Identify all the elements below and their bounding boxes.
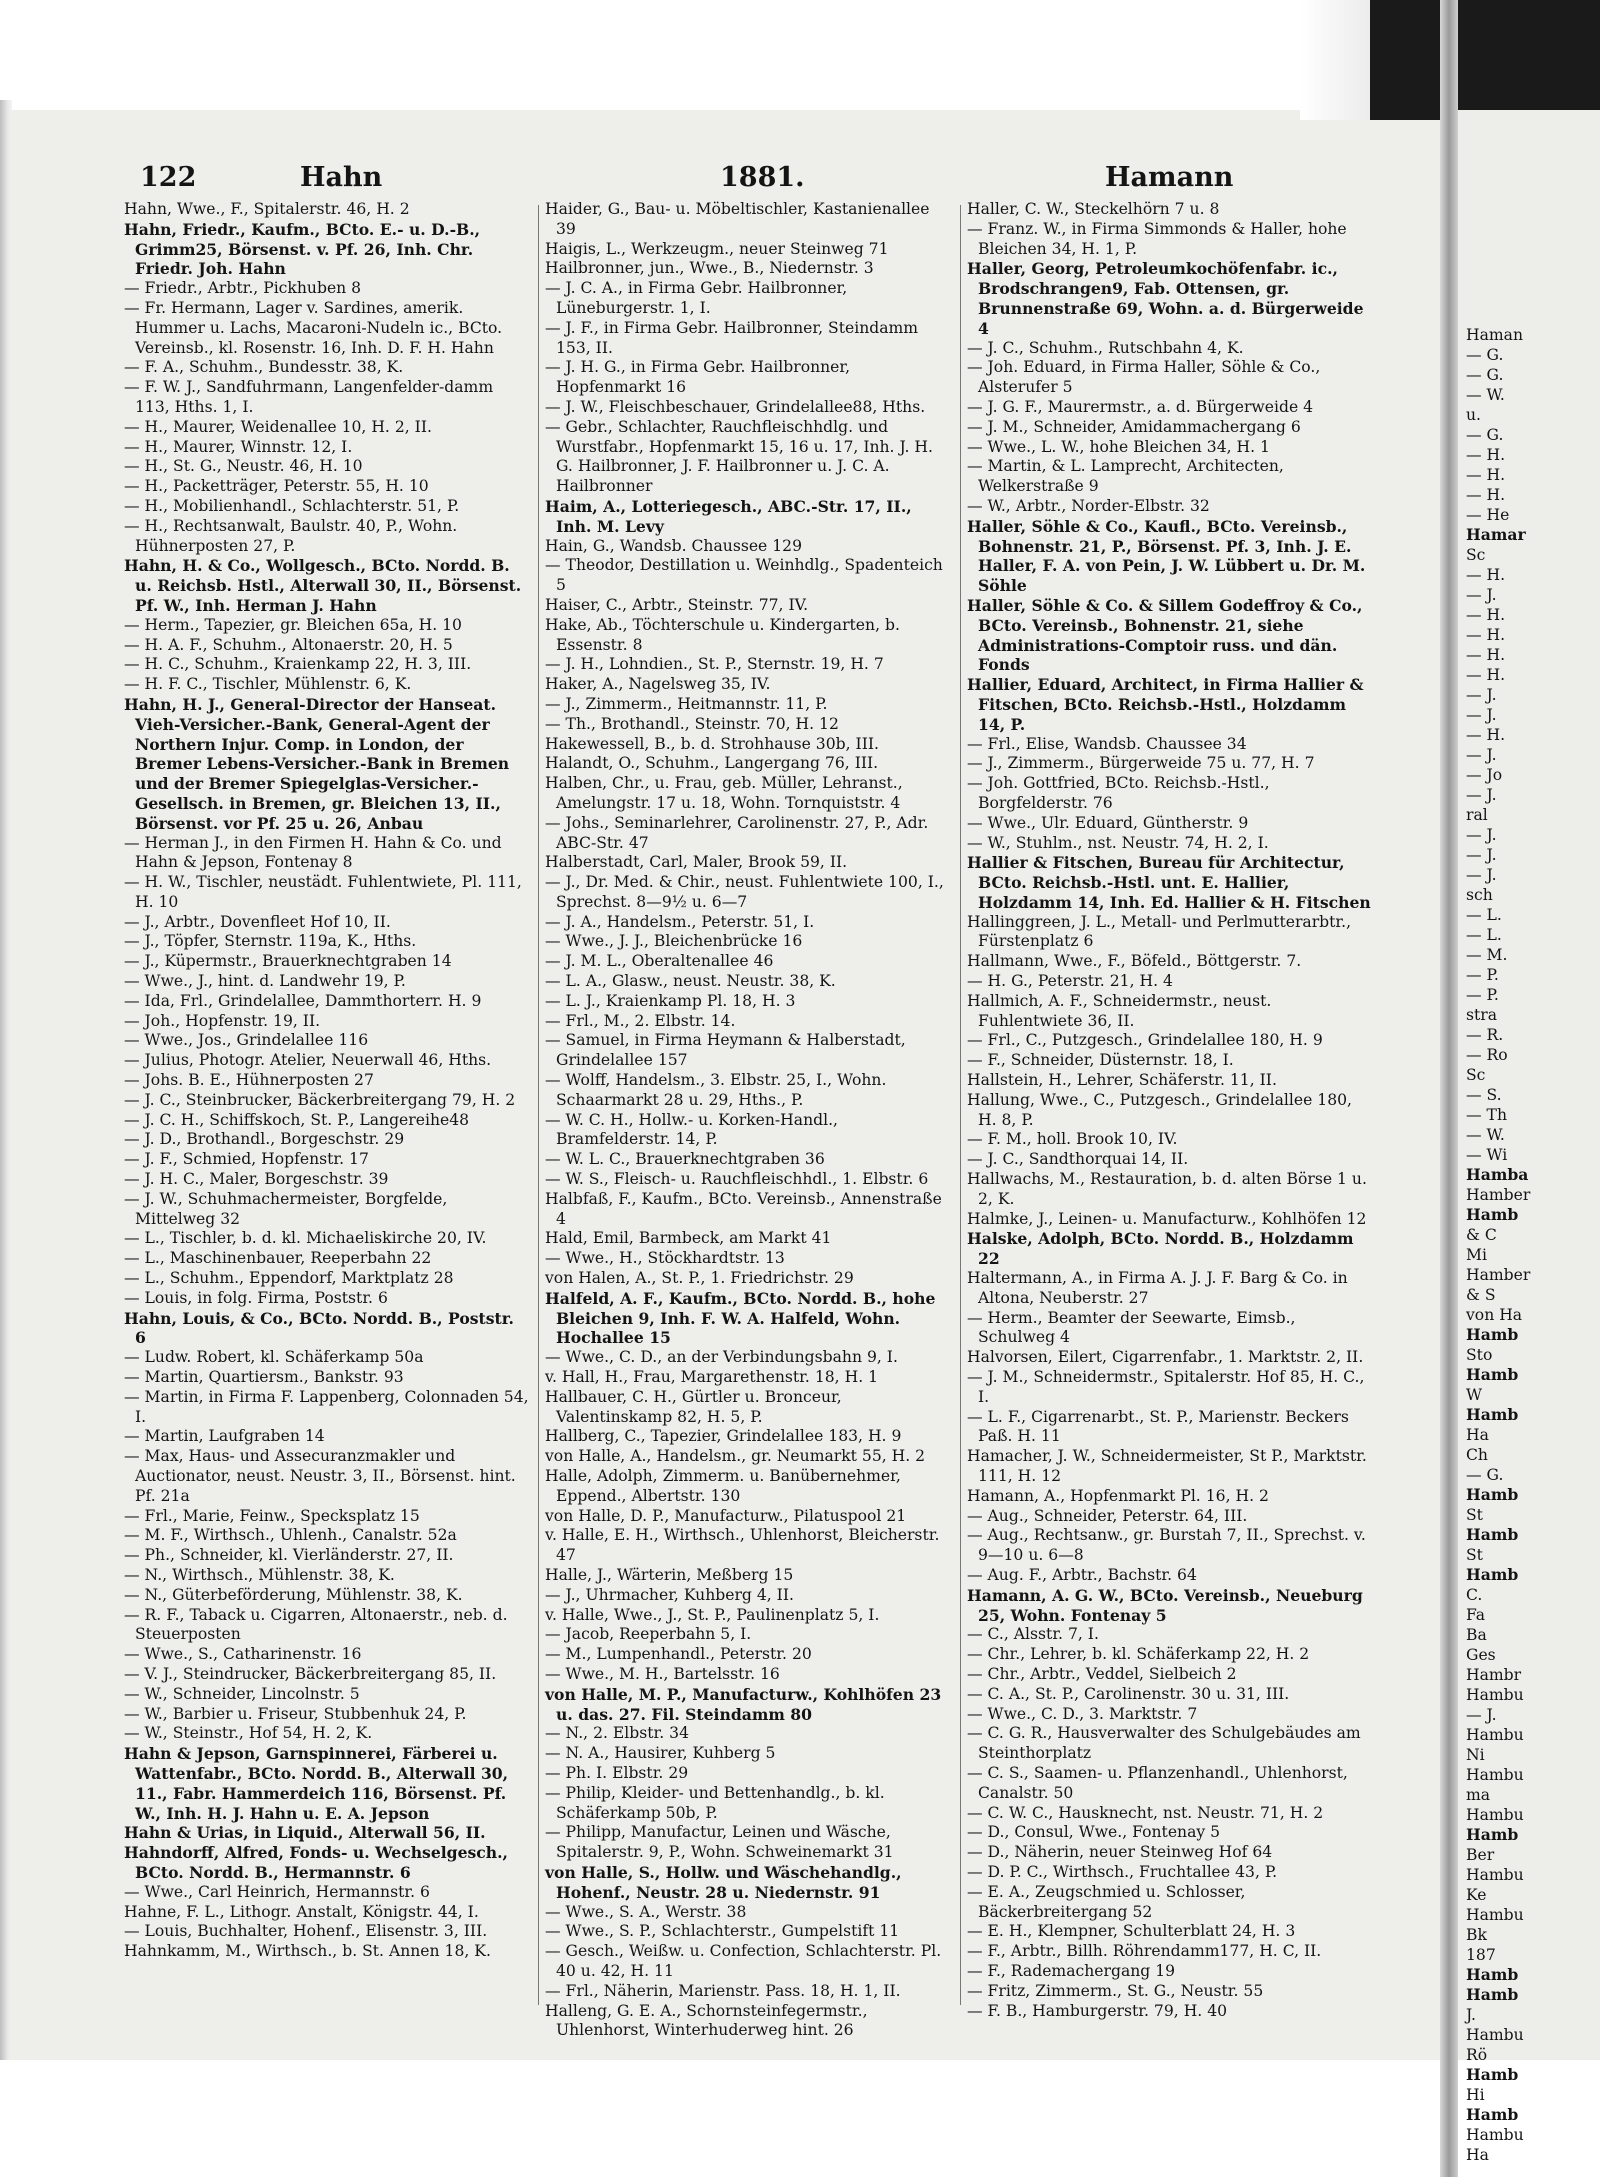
directory-entry: — Johs., Seminarlehrer, Carolinenstr. 27, P., Adr. ABC-Str. 47 (545, 813, 929, 852)
directory-entry: Hakewessell, B., b. d. Strohhause 30b, III. (545, 734, 879, 753)
next-page-line: Hambu (1466, 2026, 1524, 2044)
directory-entry: — W. C. H., Hollw.- u. Korken-Handl., Bramfelderstr. 14, P. (545, 1110, 839, 1149)
directory-entry: — H., Maurer, Winnstr. 12, I. (124, 437, 353, 456)
next-page-line: W (1466, 1386, 1483, 1404)
directory-entry: Hallung, Wwe., C., Putzgesch., Grindelallee 180, H. 8, P. (967, 1090, 1352, 1129)
next-page-line: — H. (1466, 566, 1506, 584)
directory-entry: — Franz. W., in Firma Simmonds & Haller, hohe Bleichen 34, H. 1, P. (967, 219, 1347, 258)
directory-entry: v. Halle, Wwe., J., St. P., Paulinenplatz 5, I. (545, 1605, 880, 1624)
next-page-line: Fa (1466, 1606, 1486, 1624)
directory-entry: — Fritz, Zimmerm., St. G., Neustr. 55 (967, 1981, 1264, 2000)
directory-entry: — Friedr., Arbtr., Pickhuben 8 (124, 279, 362, 298)
next-page-line: Ha (1466, 1426, 1489, 1444)
next-page-line: Hambu (1466, 1866, 1524, 1884)
directory-entry: — Louis, Buchhalter, Hohenf., Elisenstr. 3, III. (124, 1922, 488, 1941)
next-page-line: Hamb (1466, 1525, 1519, 1544)
directory-entry: — J. D., Brothandl., Borgeschstr. 29 (124, 1130, 405, 1149)
directory-entry: — Wwe., Jos., Grindelallee 116 (124, 1031, 369, 1050)
directory-entry: von Halle, A., Handelsm., gr. Neumarkt 55, H. 2 (545, 1447, 926, 1466)
directory-entry: — Martin, Laufgraben 14 (124, 1427, 325, 1446)
directory-entry: — J. C. H., Schiffskoch, St. P., Langereihe48 (124, 1110, 470, 1129)
directory-entry: — E. H., Klempner, Schulterblatt 24, H. 3 (967, 1922, 1296, 1941)
directory-entry: — Gesch., Weißw. u. Confection, Schlachterstr. Pl. 40 u. 42, H. 11 (545, 1942, 942, 1980)
directory-entry: — J. A., Handelsm., Peterstr. 51, I. (545, 912, 815, 931)
directory-entry: Hallbauer, C. H., Gürtler u. Bronceur, Valentinskamp 82, H. 5, P. (545, 1387, 842, 1426)
next-page-line: — Wi (1466, 1146, 1508, 1164)
next-page-fragment (1466, 325, 1606, 2165)
next-page-line: ma (1466, 1786, 1491, 1804)
directory-entry: — M. F., Wirthsch., Uhlenh., Canalstr. 52a (124, 1526, 457, 1545)
next-page-line: Hamb (1466, 1325, 1519, 1344)
directory-entry: Hain, G., Wandsb. Chaussee 129 (545, 536, 802, 555)
directory-entry: — N., 2. Elbstr. 34 (545, 1724, 690, 1743)
directory-entry: — Chr., Arbtr., Veddel, Sielbeich 2 (967, 1664, 1237, 1683)
next-page-line: Haman (1466, 326, 1524, 344)
directory-entry: — L. F., Cigarrenarbt., St. P., Marienstr. Beckers Paß. H. 11 (967, 1407, 1349, 1446)
next-page-line: — H. (1466, 466, 1506, 484)
directory-entry: — C. G. R., Hausverwalter des Schulgebäudes am Steinthorplatz (967, 1724, 1361, 1763)
directory-entry: — Martin, in Firma F. Lappenberg, Colonnaden 54, I. (124, 1387, 529, 1426)
page-number: 122 (140, 162, 197, 193)
directory-entry: Haller, Söhle & Co., Kaufl., BCto. Vereinsb., Bohnenstr. 21, P., Börsenst. Pf. 3, Inh. J. E. Haller, F. A. von Pein, J. W. Lübbert u. Dr. M. Söhle (967, 516, 1366, 596)
directory-entry: Hahn, H. & Co., Wollgesch., BCto. Nordd. B. u. Reichsb. Hstl., Alterwall 30, II., Börsenst. Pf. W., Inh. Herman J. Hahn (124, 556, 522, 615)
next-page-line: Hamb (1466, 1485, 1519, 1504)
directory-entry: Hake, Ab., Töchterschule u. Kindergarten, b. Essenstr. 8 (545, 615, 900, 654)
directory-entry: — J. C., Schuhm., Rutschbahn 4, K. (967, 338, 1244, 357)
directory-entry: — F. W. J., Sandfuhrmann, Langenfelder-damm 113, Hths. 1, I. (124, 378, 494, 416)
directory-entry: — W., Schneider, Lincolnstr. 5 (124, 1684, 360, 1703)
directory-entry: — Louis, in folg. Firma, Poststr. 6 (124, 1288, 388, 1307)
directory-entry: — Aug., Schneider, Peterstr. 64, III. (967, 1506, 1248, 1525)
directory-entry: — F., Schneider, Düsternstr. 18, I. (967, 1051, 1234, 1070)
directory-entry: — Frl., M., 2. Elbstr. 14. (545, 1011, 736, 1030)
next-page-line: — H. (1466, 646, 1506, 664)
next-page-line: Hambu (1466, 1686, 1524, 1704)
directory-entry: — Chr., Lehrer, b. kl. Schäferkamp 22, H. 2 (967, 1645, 1310, 1664)
next-page-line: Rö (1466, 2046, 1488, 2064)
directory-entry: Haller, Söhle & Co. & Sillem Godeffroy & Co., BCto. Vereinsb., Bohnenstr. 21, siehe Administrations-Comptoir russ. und dän. Fonds (967, 595, 1363, 675)
directory-column-3 (967, 200, 1373, 2021)
directory-entry: Haim, A., Lotteriegesch., ABC.-Str. 17, II., Inh. M. Levy (545, 496, 912, 536)
next-page-line: — G. (1466, 1466, 1504, 1484)
directory-entry: Hallmich, A. F., Schneidermstr., neust. Fuhlentwiete 36, II. (967, 991, 1272, 1030)
column-divider (538, 205, 539, 2005)
directory-entry: — Joh., Hopfenstr. 19, II. (124, 1011, 321, 1030)
next-page-line: — J. (1466, 866, 1497, 884)
directory-entry: — Herman J., in den Firmen H. Hahn & Co. und Hahn & Jepson, Fontenay 8 (124, 833, 502, 872)
next-page-line: — H. (1466, 626, 1506, 644)
directory-entry: — Martin, Quartiersm., Bankstr. 93 (124, 1368, 404, 1387)
directory-entry: — Wwe., Carl Heinrich, Hermannstr. 6 (124, 1882, 430, 1901)
directory-entry: Hahn, Louis, & Co., BCto. Nordd. B., Poststr. 6 (124, 1308, 514, 1348)
directory-entry: — Herm., Beamter der Seewarte, Eimsb., Schulweg 4 (967, 1308, 1296, 1347)
next-page-line: Hamb (1466, 1365, 1519, 1384)
directory-entry: — J., Dr. Med. & Chir., neust. Fuhlentwiete 100, I., Sprechst. 8—9½ u. 6—7 (545, 873, 944, 911)
directory-entry: Hahndorff, Alfred, Fonds- u. Wechselgesch., BCto. Nordd. B., Hermannstr. 6 (124, 1843, 508, 1882)
page-header (140, 162, 1234, 198)
right-running-head: Hamann (1105, 162, 1234, 193)
directory-entry: Halle, J., Wärterin, Meßberg 15 (545, 1565, 794, 1584)
directory-entry: — J. M., Schneidermstr., Spitalerstr. Hof 85, H. C., I. (967, 1368, 1365, 1406)
directory-entry: — J., Arbtr., Dovenfleet Hof 10, II. (124, 912, 391, 931)
directory-entry: Hallier & Fitschen, Bureau für Architectur, BCto. Reichsb.-Hstl. unt. E. Hallier, Holzdamm 14, Inh. Ed. Hallier & H. Fitschen (967, 853, 1371, 912)
next-page-line: Hamber (1466, 1186, 1531, 1204)
next-page-line: St (1466, 1546, 1483, 1564)
next-page-line: — J. (1466, 706, 1497, 724)
directory-entry: Hamann, A. G. W., BCto. Vereinsb., Neueburg 25, Wohn. Fontenay 5 (967, 1585, 1363, 1625)
directory-entry: — Ph., Schneider, kl. Vierländerstr. 27, II. (124, 1546, 454, 1565)
directory-entry: — J. F., in Firma Gebr. Hailbronner, Steindamm 153, II. (545, 318, 919, 357)
directory-entry: — W., Stuhlm., nst. Neustr. 74, H. 2, I. (967, 833, 1269, 852)
directory-entry: von Halle, S., Hollw. und Wäschehandlg., Hohenf., Neustr. 28 u. Niedernstr. 91 (545, 1862, 902, 1902)
next-page-line: — H. (1466, 446, 1506, 464)
directory-entry: — H. W., Tischler, neustädt. Fuhlentwiete, Pl. 111, H. 10 (124, 873, 522, 911)
next-page-line: — H. (1466, 666, 1506, 684)
directory-entry: — J. H. C., Maler, Borgeschstr. 39 (124, 1170, 389, 1189)
next-page-line: — Th (1466, 1106, 1507, 1124)
next-page-line: Hamb (1466, 2065, 1519, 2084)
directory-entry: Hailbronner, jun., Wwe., B., Niedernstr. 3 (545, 259, 874, 278)
directory-entry: — C. S., Saamen- u. Pflanzenhandl., Uhlenhorst, Canalstr. 50 (967, 1763, 1348, 1802)
next-page-line: Hamb (1466, 1985, 1519, 2004)
directory-entry: Halmke, J., Leinen- u. Manufacturw., Kohlhöfen 12 (967, 1209, 1367, 1228)
directory-entry: Hallinggreen, J. L., Metall- und Perlmutterarbtr., Fürstenplatz 6 (967, 912, 1352, 951)
directory-entry: — Wwe., S. A., Werstr. 38 (545, 1902, 747, 1921)
directory-entry: — Ida, Frl., Grindelallee, Dammthorterr. H. 9 (124, 991, 482, 1010)
directory-entry: — Jacob, Reeperbahn 5, I. (545, 1625, 752, 1644)
directory-entry: Haider, G., Bau- u. Möbeltischler, Kastanienallee 39 (545, 200, 930, 238)
directory-entry: — Philip, Kleider- und Bettenhandlg., b. kl. Schäferkamp 50b, P. (545, 1783, 885, 1822)
directory-entry: Halfeld, A. F., Kaufm., BCto. Nordd. B., hohe Bleichen 9, Inh. F. W. A. Halfeld, Wohn. Hochallee 15 (545, 1288, 936, 1348)
next-page-line: Hamb (1466, 1825, 1519, 1844)
directory-entry: — L., Tischler, b. d. kl. Michaeliskirche 20, IV. (124, 1229, 487, 1248)
directory-entry: — J., Uhrmacher, Kuhberg 4, II. (545, 1585, 794, 1604)
next-page-line: — J. (1466, 846, 1497, 864)
directory-entry: Hahn & Jepson, Garnspinnerei, Färberei u. Wattenfabr., BCto. Nordd. B., Alterwall 30, 11., Fabr. Hammerdeich 116, Börsenst. Pf. W., Inh. H. J. Hahn u. E. A. Jepson (124, 1744, 509, 1823)
directory-entry: — L., Schuhm., Eppendorf, Marktplatz 28 (124, 1269, 454, 1288)
directory-entry: — H., St. G., Neustr. 46, H. 10 (124, 457, 363, 476)
directory-entry: — H., Rechtsanwalt, Baulstr. 40, P., Wohn. Hühnerposten 27, P. (124, 516, 458, 555)
next-page-line: Sc (1466, 546, 1486, 564)
directory-entry: — C. W. C., Hausknecht, nst. Neustr. 71, H. 2 (967, 1803, 1324, 1822)
directory-entry: — Wwe., L. W., hohe Bleichen 34, H. 1 (967, 437, 1270, 456)
next-page-line: Sto (1466, 1346, 1493, 1364)
directory-entry: — J. W., Schuhmachermeister, Borgfelde, Mittelweg 32 (124, 1189, 448, 1228)
next-page-line: Hi (1466, 2086, 1485, 2104)
directory-entry: Halvorsen, Eilert, Cigarrenfabr., 1. Marktstr. 2, II. (967, 1348, 1364, 1367)
next-page-line: — H. (1466, 486, 1506, 504)
directory-entry: — J. M., Schneider, Amidammachergang 6 (967, 417, 1301, 436)
directory-entry: — J., Töpfer, Sternstr. 119a, K., Hths. (124, 932, 417, 951)
directory-entry: — Fr. Hermann, Lager v. Sardines, amerik. Hummer u. Lachs, Macaroni-Nudeln ic., BCto. Vereinsb., kl. Rosenstr. 16, Inh. D. F. H. Hahn (124, 298, 503, 357)
directory-entry: — Herm., Tapezier, gr. Bleichen 65a, H. 10 (124, 615, 462, 634)
next-page-line: Hamb (1466, 2105, 1519, 2124)
directory-entry: Haltermann, A., in Firma A. J. J. F. Barg & Co. in Altona, Neuberstr. 27 (967, 1269, 1348, 1307)
next-page-line: Hambu (1466, 1806, 1524, 1824)
directory-entry: — Joh. Gottfried, BCto. Reichsb.-Hstl., Borgfelderstr. 76 (967, 774, 1270, 812)
directory-entry: — J., Zimmerm., Heitmannstr. 11, P. (545, 694, 828, 713)
directory-entry: — H. C., Schuhm., Kraienkamp 22, H. 3, III. (124, 655, 472, 674)
directory-entry: Hallier, Eduard, Architect, in Firma Hallier & Fitschen, BCto. Reichsb.-Hstl., Holzdamm 14, P. (967, 675, 1364, 734)
directory-entry: Hallstein, H., Lehrer, Schäferstr. 11, II. (967, 1071, 1277, 1090)
next-page-line: Hamar (1466, 525, 1526, 544)
next-page-line: & S (1466, 1286, 1496, 1304)
directory-entry: — Gebr., Schlachter, Rauchfleischhdlg. und Wurstfabr., Hopfenmarkt 15, 16 u. 17, Inh. J. H. G. Hailbronner, J. F. Hailbronner u. J. C. A. Hailbronner (545, 417, 933, 496)
directory-entry: Hallwachs, M., Restauration, b. d. alten Börse 1 u. 2, K. (967, 1170, 1367, 1208)
directory-entry: — W. L. C., Brauerknechtgraben 36 (545, 1150, 825, 1169)
next-page-line: — He (1466, 506, 1510, 524)
next-page-line: — L. (1466, 906, 1502, 924)
directory-entry: Hahne, F. L., Lithogr. Anstalt, Königstr. 44, I. (124, 1902, 479, 1921)
directory-entry: — Wwe., S., Catharinenstr. 16 (124, 1645, 362, 1664)
scan-gray-band (1300, 0, 1370, 120)
directory-entry: — W., Arbtr., Norder-Elbstr. 32 (967, 496, 1210, 515)
directory-entry: Halske, Adolph, BCto. Nordd. B., Holzdamm 22 (967, 1229, 1354, 1269)
directory-entry: Halben, Chr., u. Frau, geb. Müller, Lehranst., Amelungstr. 17 u. 18, Wohn. Tornquiststr. 4 (545, 774, 903, 812)
next-page-line: Ni (1466, 1746, 1485, 1764)
next-page-line: — J. (1466, 786, 1497, 804)
next-page-line: — J. (1466, 686, 1497, 704)
directory-entry: Hahnkamm, M., Wirthsch., b. St. Annen 18, K. (124, 1942, 491, 1961)
directory-entry: — Frl., C., Putzgesch., Grindelallee 180, H. 9 (967, 1031, 1323, 1050)
directory-entry: — M., Lumpenhandl., Peterstr. 20 (545, 1645, 812, 1664)
directory-entry: — Joh. Eduard, in Firma Haller, Söhle & Co., Alsterufer 5 (967, 358, 1321, 397)
directory-entry: — W. S., Fleisch- u. Rauchfleischhdl., 1. Elbstr. 6 (545, 1170, 929, 1189)
directory-entry: — J. H. G., in Firma Gebr. Hailbronner, Hopfenmarkt 16 (545, 358, 851, 397)
next-page-line: Hambu (1466, 2126, 1524, 2144)
next-page-line: Ba (1466, 1626, 1487, 1644)
directory-entry: — L. A., Glasw., neust. Neustr. 38, K. (545, 972, 836, 991)
directory-entry: Halle, Adolph, Zimmerm. u. Banübernehmer, Eppend., Albertstr. 130 (545, 1467, 901, 1505)
directory-entry: — Aug. F., Arbtr., Bachstr. 64 (967, 1565, 1197, 1584)
next-page-line: — H. (1466, 606, 1506, 624)
directory-entry: von Halle, M. P., Manufacturw., Kohlhöfen 23 u. das. 27. Fil. Steindamm 80 (545, 1684, 942, 1724)
directory-entry: — F. A., Schuhm., Bundesstr. 38, K. (124, 358, 404, 377)
scan-black-corner (1370, 0, 1600, 120)
directory-entry: v. Halle, E. H., Wirthsch., Uhlenhorst, Bleicherstr. 47 (545, 1526, 940, 1565)
directory-entry: Hahn & Urias, in Liquid., Alterwall 56, II. (124, 1823, 486, 1843)
directory-entry: — Frl., Elise, Wandsb. Chaussee 34 (967, 734, 1247, 753)
next-page-line: — J. (1466, 746, 1497, 764)
directory-entry: von Halle, D. P., Manufacturw., Pilatuspool 21 (545, 1506, 907, 1525)
next-page-line: Ber (1466, 1846, 1495, 1864)
directory-entry: — Wwe., J. J., Bleichenbrücke 16 (545, 932, 803, 951)
directory-entry: Hamann, A., Hopfenmarkt Pl. 16, H. 2 (967, 1486, 1269, 1505)
directory-entry: — N., Güterbeförderung, Mühlenstr. 38, K. (124, 1585, 463, 1604)
directory-entry: Hallmann, Wwe., F., Böfeld., Böttgerstr. 7. (967, 952, 1302, 971)
directory-entry: — J. W., Fleischbeschauer, Grindelallee88, Hths. (545, 397, 926, 416)
next-page-line: Hamba (1466, 1165, 1529, 1184)
next-page-line: Hambu (1466, 1726, 1524, 1744)
next-page-line: Hambu (1466, 1906, 1524, 1924)
next-page-line: stra (1466, 1006, 1498, 1024)
directory-entry: — N. A., Hausirer, Kuhberg 5 (545, 1744, 776, 1763)
directory-entry: — N., Wirthsch., Mühlenstr. 38, K. (124, 1565, 395, 1584)
next-page-line: — M. (1466, 946, 1508, 964)
next-page-line: Ha (1466, 2146, 1489, 2164)
directory-entry: Halleng, G. E. A., Schornsteinfegermstr., Uhlenhorst, Winterhuderweg hint. 26 (545, 2001, 868, 2040)
next-page-line: Ch (1466, 1446, 1488, 1464)
directory-entry: — D., Näherin, neuer Steinweg Hof 64 (967, 1843, 1273, 1862)
next-page-line: — J. (1466, 586, 1497, 604)
next-page-line: — W. (1466, 386, 1505, 404)
next-page-line: — Jo (1466, 766, 1503, 784)
directory-entry: — J. F., Schmied, Hopfenstr. 17 (124, 1150, 369, 1169)
next-page-line: — J. (1466, 826, 1497, 844)
directory-entry: Haiser, C., Arbtr., Steinstr. 77, IV. (545, 595, 809, 614)
column-divider (960, 205, 961, 2005)
directory-entry: — R. F., Taback u. Cigarren, Altonaerstr., neb. d. Steuerposten (124, 1605, 508, 1644)
directory-entry: Hahn, H. J., General-Director der Hanseat. Vieh-Versicher.-Bank, General-Agent der Northern Injur. Comp. in London, der Bremer Lebens-Versicher.-Bank in Bremen und der Bremer Spiegelglas-Versicher.-Gesellsch. in Bremen, gr. Bleichen 13, II., Börsenst. vor Pf. 25 u. 26, Anbau (124, 694, 510, 833)
directory-entry: — J. H., Lohndien., St. P., Sternstr. 19, H. 7 (545, 655, 884, 674)
next-page-line: — Ro (1466, 1046, 1508, 1064)
directory-entry: — Aug., Rechtsanw., gr. Burstah 7, II., Sprechst. v. 9—10 u. 6—8 (967, 1526, 1366, 1565)
directory-entry: — H., Mobilienhandl., Schlachterstr. 51, P. (124, 496, 460, 515)
next-page-line: — W. (1466, 1126, 1505, 1144)
directory-entry: — Wwe., S. P., Schlachterstr., Gumpelstift 11 (545, 1922, 900, 1941)
directory-entry: — Ph. I. Elbstr. 29 (545, 1763, 689, 1782)
directory-entry: — Wwe., J., hint. d. Landwehr 19, P. (124, 972, 406, 991)
directory-entry: — Wwe., C. D., 3. Marktstr. 7 (967, 1704, 1198, 1723)
left-running-head: Hahn (300, 162, 383, 193)
directory-entry: — J. C., Sandthorquai 14, II. (967, 1150, 1189, 1169)
directory-entry: v. Hall, H., Frau, Margarethenstr. 18, H. 1 (545, 1368, 879, 1387)
directory-entry: — Samuel, in Firma Heymann & Halberstadt, Grindelallee 157 (545, 1031, 906, 1070)
directory-entry: — Martin, & L. Lamprecht, Architecten, Welkerstraße 9 (967, 457, 1284, 496)
directory-entry: — C., Alsstr. 7, I. (967, 1625, 1099, 1644)
directory-entry: — W., Steinstr., Hof 54, H. 2, K. (124, 1724, 373, 1743)
directory-entry: Halandt, O., Schuhm., Langergang 76, III. (545, 754, 879, 773)
directory-entry: — W., Barbier u. Friseur, Stubbenhuk 24, P. (124, 1704, 467, 1723)
directory-entry: — J. M. L., Oberaltenallee 46 (545, 952, 774, 971)
directory-entry: — D. P. C., Wirthsch., Fruchtallee 43, P. (967, 1862, 1278, 1881)
directory-entry: — Ludw. Robert, kl. Schäferkamp 50a (124, 1348, 424, 1367)
directory-entry: — F., Rademachergang 19 (967, 1961, 1176, 1980)
directory-entry: — L. J., Kraienkamp Pl. 18, H. 3 (545, 991, 796, 1010)
directory-column-1 (124, 200, 530, 1962)
next-page-line: von Ha (1466, 1306, 1523, 1324)
next-page-line: Hamb (1466, 1965, 1519, 1984)
directory-entry: — Philipp, Manufactur, Leinen und Wäsche, Spitalerstr. 9, P., Wohn. Schweinemarkt 31 (545, 1823, 894, 1862)
directory-entry: Hald, Emil, Barmbeck, am Markt 41 (545, 1229, 832, 1248)
directory-entry: — F. B., Hamburgerstr. 79, H. 40 (967, 2001, 1228, 2020)
directory-entry: — H. F. C., Tischler, Mühlenstr. 6, K. (124, 675, 412, 694)
directory-column-2 (545, 200, 951, 2041)
directory-entry: Hamacher, J. W., Schneidermeister, St P., Marktstr. 111, H. 12 (967, 1447, 1367, 1485)
directory-entry: Haller, C. W., Steckelhörn 7 u. 8 (967, 200, 1220, 218)
directory-entry: Haller, Georg, Petroleumkochöfenfabr. ic., Brodschrangen9, Fab. Ottensen, gr. Brunnenstraße 69, Wohn. a. d. Bürgerweide 4 (967, 259, 1364, 338)
directory-entry: — J. G. F., Maurermstr., a. d. Bürgerweide 4 (967, 397, 1314, 416)
directory-entry: — Wwe., H., Stöckhardtstr. 13 (545, 1249, 785, 1268)
next-page-line: — S. (1466, 1086, 1502, 1104)
directory-entry: — Julius, Photogr. Atelier, Neuerwall 46, Hths. (124, 1051, 492, 1070)
directory-entry: — J., Küpermstr., Brauerknechtgraben 14 (124, 952, 452, 971)
directory-entry: Haker, A., Nagelsweg 35, IV. (545, 675, 771, 694)
next-page-line: — L. (1466, 926, 1502, 944)
next-page-line: — G. (1466, 346, 1504, 364)
directory-entry: von Halen, A., St. P., 1. Friedrichstr. 29 (545, 1269, 854, 1288)
directory-entry: — D., Consul, Wwe., Fontenay 5 (967, 1823, 1221, 1842)
next-page-line: sch (1466, 886, 1493, 904)
directory-entry: — J., Zimmerm., Bürgerweide 75 u. 77, H. 7 (967, 754, 1315, 773)
next-page-line: Hambu (1466, 1766, 1524, 1784)
next-page-line: — G. (1466, 366, 1504, 384)
next-page-line: C. (1466, 1586, 1483, 1604)
directory-entry: — H., Packetträger, Peterstr. 55, H. 10 (124, 477, 429, 496)
directory-entry: — F., Arbtr., Billh. Röhrendamm177, H. C, II. (967, 1942, 1322, 1961)
next-page-line: — P. (1466, 966, 1499, 984)
next-page-edge (1458, 110, 1600, 2164)
next-page-line: Sc (1466, 1066, 1486, 1084)
directory-entry: — V. J., Steindrucker, Bäckerbreitergang 85, II. (124, 1664, 497, 1683)
next-page-line: St (1466, 1506, 1483, 1524)
directory-entry: — Wwe., M. H., Bartelsstr. 16 (545, 1664, 780, 1683)
directory-entry: — H. A. F., Schuhm., Altonaerstr. 20, H. 5 (124, 635, 453, 654)
next-page-line: Ke (1466, 1886, 1487, 1904)
book-spine (1440, 0, 1458, 2177)
directory-entry: Hahn, Friedr., Kaufm., BCto. E.- u. D.-B., Grimm25, Börsenst. v. Pf. 26, Inh. Chr. Friedr. Joh. Hahn (124, 219, 481, 279)
directory-entry: — L., Maschinenbauer, Reeperbahn 22 (124, 1249, 432, 1268)
next-page-line: — J. (1466, 1706, 1497, 1724)
next-page-line: J. (1466, 2006, 1476, 2024)
directory-entry: — C. A., St. P., Carolinenstr. 30 u. 31, III. (967, 1684, 1290, 1703)
directory-entry: — H. G., Peterstr. 21, H. 4 (967, 972, 1173, 991)
next-page-line: — P. (1466, 986, 1499, 1004)
directory-entry: Hallberg, C., Tapezier, Grindelallee 183, H. 9 (545, 1427, 902, 1446)
next-page-line: Hambr (1466, 1666, 1522, 1684)
next-page-line: Mi (1466, 1246, 1487, 1264)
directory-entry: — Wwe., Ulr. Eduard, Güntherstr. 9 (967, 813, 1249, 832)
directory-entry: — Wolff, Handelsm., 3. Elbstr. 25, I., Wohn. Schaarmarkt 28 u. 29, Hths., P. (545, 1071, 887, 1109)
next-page-line: & C (1466, 1226, 1497, 1244)
next-page-line: Ges (1466, 1646, 1496, 1664)
next-page-line: Bk (1466, 1926, 1487, 1944)
directory-entry: Halbfaß, F., Kaufm., BCto. Vereinsb., Annenstraße 4 (545, 1189, 942, 1228)
directory-entry: — Johs. B. E., Hühnerposten 27 (124, 1071, 374, 1090)
next-page-line: — R. (1466, 1026, 1504, 1044)
directory-entry: Haigis, L., Werkzeugm., neuer Steinweg 71 (545, 239, 889, 258)
directory-entry: — J. C. A., in Firma Gebr. Hailbronner, Lüneburgerstr. 1, I. (545, 279, 848, 317)
directory-entry: — Wwe., C. D., an der Verbindungsbahn 9, I. (545, 1348, 898, 1367)
directory-entry: Halberstadt, Carl, Maler, Brook 59, II. (545, 853, 848, 872)
directory-entry: — Th., Brothandl., Steinstr. 70, H. 12 (545, 714, 839, 733)
next-page-line: Hamber (1466, 1266, 1531, 1284)
directory-entry: — Frl., Marie, Feinw., Specksplatz 15 (124, 1506, 420, 1525)
next-page-line: Hamb (1466, 1405, 1519, 1424)
next-page-line: Hamb (1466, 1205, 1519, 1224)
next-page-line: ral (1466, 806, 1488, 824)
directory-entry: — Theodor, Destillation u. Weinhdlg., Spadenteich 5 (545, 556, 943, 595)
next-page-line: u. (1466, 406, 1481, 424)
next-page-line: — G. (1466, 426, 1504, 444)
next-page-line: 187 (1466, 1946, 1496, 1964)
directory-entry: — Max, Haus- und Assecuranzmakler und Auctionator, neust. Neustr. 3, II., Börsenst. hint. Pf. 21a (124, 1447, 516, 1505)
next-page-line: Hamb (1466, 1565, 1519, 1584)
directory-entry: — Frl., Näherin, Marienstr. Pass. 18, H. 1, II. (545, 1981, 901, 2000)
directory-entry: Hahn, Wwe., F., Spitalerstr. 46, H. 2 (124, 200, 410, 218)
year-heading: 1881. (720, 162, 805, 193)
next-page-line: — H. (1466, 726, 1506, 744)
directory-entry: — E. A., Zeugschmied u. Schlosser, Bäckerbreitergang 52 (967, 1882, 1246, 1921)
directory-entry: — F. M., holl. Brook 10, IV. (967, 1130, 1178, 1149)
directory-entry: — J. C., Steinbrucker, Bäckerbreitergang 79, H. 2 (124, 1090, 516, 1109)
directory-entry: — H., Maurer, Weidenallee 10, H. 2, II. (124, 417, 432, 436)
